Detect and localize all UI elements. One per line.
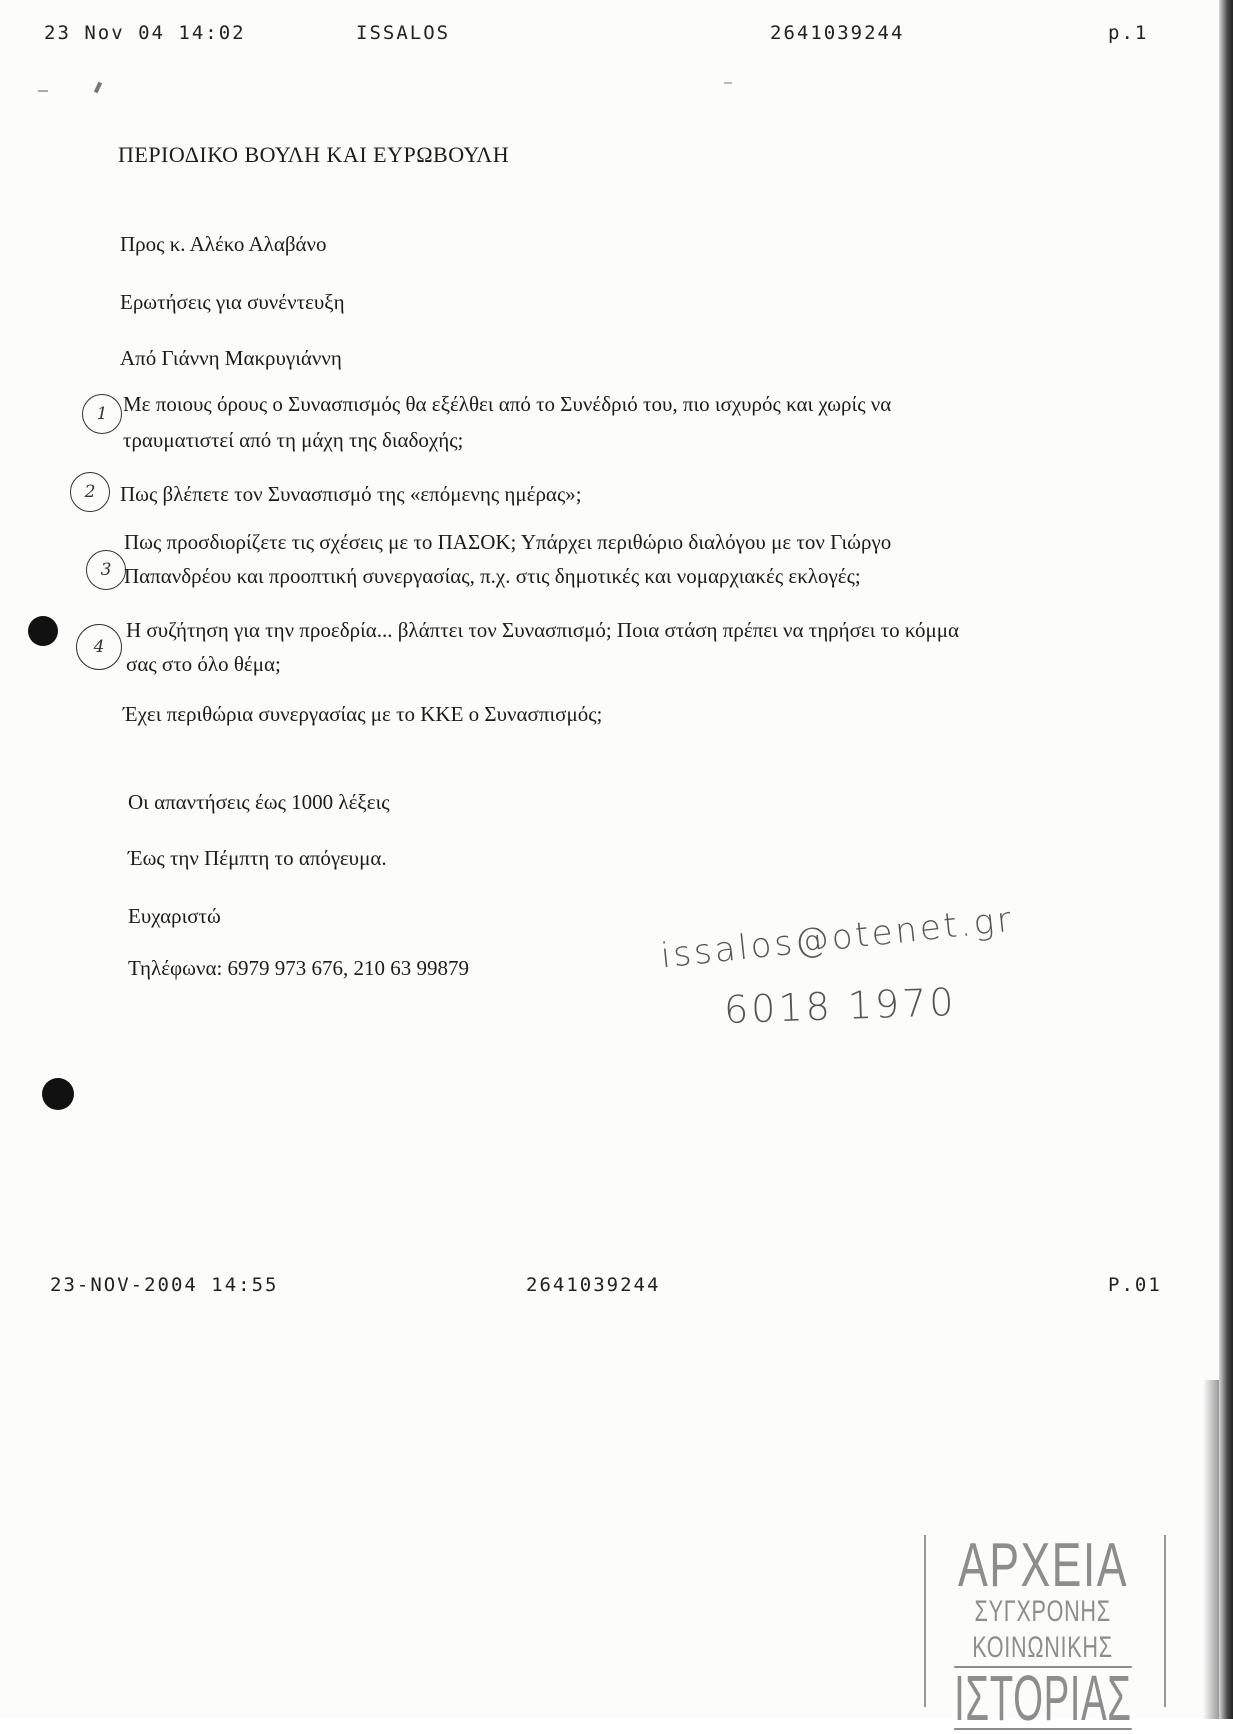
letter-subject: Ερωτήσεις για συνέντευξη <box>120 290 345 314</box>
scan-speck <box>94 82 102 94</box>
question-number-circle: 2 <box>70 472 110 512</box>
stamp-line-2: ΣΥΓΧΡΟΝΗΣ <box>974 1595 1112 1628</box>
punch-hole-dot <box>42 1078 74 1110</box>
stamp-line-1: ΑΡΧΕΙΑ <box>958 1531 1128 1600</box>
question-1-line-1: Με ποιους όρους ο Συνασπισμός θα εξέλθει από το Συνέδριό του, πιο ισχυρός και χωρίς να <box>123 392 892 416</box>
letter-author: Από Γιάννη Μακρυγιάννη <box>120 346 342 370</box>
fax-header-sender: ISSALOS <box>356 22 451 44</box>
handwritten-number: 6018 1970 <box>723 979 958 1033</box>
thanks: Ευχαριστώ <box>128 904 221 928</box>
stamp-line-3: ΚΟΙΝΩΝΙΚΗΣ <box>972 1631 1114 1664</box>
question-number-circle: 4 <box>76 624 122 670</box>
letter-recipient: Προς κ. Αλέκο Αλαβάνο <box>120 232 327 256</box>
question-4-line-1: Η συζήτηση για την προεδρία... βλάπτει τον Συνασπισμό; Ποια στάση πρέπει να τηρήσει το κόμμα <box>126 618 960 642</box>
fax-header-phone: 2641039244 <box>770 22 905 44</box>
word-limit: Οι απαντήσεις έως 1000 λέξεις <box>128 790 390 814</box>
punch-hole-dot <box>28 616 58 646</box>
scan-speck <box>724 82 732 84</box>
fax-footer-datetime: 23-NOV-2004 14:55 <box>50 1274 279 1296</box>
fax-footer-phone: 2641039244 <box>526 1274 661 1296</box>
question-2-line-1: Πως βλέπετε τον Συνασπισμό της «επόμενης ημέρας»; <box>120 482 582 506</box>
question-3-line-2: Παπανδρέου και προοπτική συνεργασίας, π.χ. στις δημοτικές και νομαρχιακές εκλογές; <box>124 564 861 588</box>
question-number-circle: 1 <box>82 394 122 434</box>
question-5: Έχει περιθώρια συνεργασίας με το ΚΚΕ ο Συνασπισμός; <box>123 702 603 726</box>
scan-edge <box>1219 0 1233 1719</box>
question-number-circle: 3 <box>86 550 126 590</box>
stamp-line-4: ΙΣΤΟΡΙΑΣ <box>954 1662 1132 1734</box>
phone-numbers: Τηλέφωνα: 6979 973 676, 210 63 99879 <box>128 956 470 980</box>
fax-header-datetime: 23 Nov 04 14:02 <box>44 22 246 44</box>
deadline: Έως την Πέμπτη το απόγευμα. <box>128 846 387 870</box>
fax-footer-page: P.01 <box>1108 1274 1162 1296</box>
scan-speck <box>38 90 48 92</box>
question-1-line-2: τραυματιστεί από τη μάχη της διαδοχής; <box>123 428 464 452</box>
handwritten-email: issalos@otenet.gr <box>658 899 1016 977</box>
question-4-line-2: σας στο όλο θέμα; <box>126 652 281 676</box>
letter-title: ΠΕΡΙΟΔΙΚΟ ΒΟΥΛΗ ΚΑΙ ΕΥΡΩΒΟΥΛΗ <box>118 142 510 167</box>
fax-header-page: p.1 <box>1108 22 1149 44</box>
archive-stamp <box>924 1531 1162 1734</box>
scan-shadow <box>1203 1380 1219 1719</box>
question-3-line-1: Πως προσδιορίζετε τις σχέσεις με το ΠΑΣΟΚ; Υπάρχει περιθώριο διαλόγου με τον Γιώργο <box>124 530 892 554</box>
